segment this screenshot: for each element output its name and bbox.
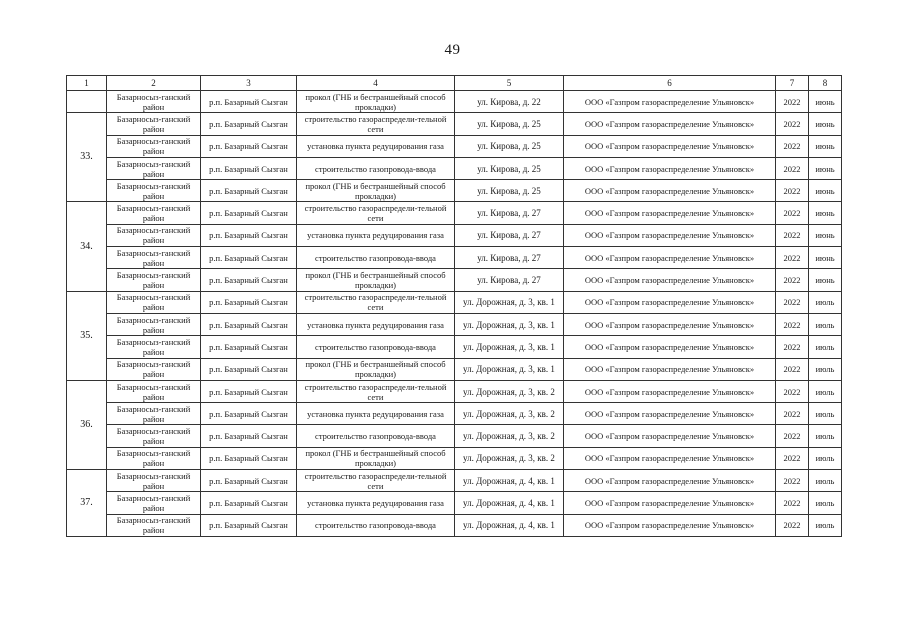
- district-cell: Базарносыз-ганский район: [107, 91, 201, 113]
- table-header-row: [67, 76, 842, 91]
- works-schedule-table: [66, 75, 842, 537]
- district-cell: Базарносыз-ганский район: [107, 269, 201, 291]
- contractor-cell: ООО «Газпром газораспределение Ульяновск»: [564, 135, 776, 157]
- month-cell: июнь: [809, 157, 842, 179]
- address-cell: ул. Дорожная, д. 4, кв. 1: [455, 470, 564, 492]
- settlement-cell: р.п. Базарный Сызган: [201, 514, 297, 536]
- district-cell: Базарносыз-ганский район: [107, 202, 201, 224]
- district-cell: Базарносыз-ганский район: [107, 470, 201, 492]
- contractor-cell: ООО «Газпром газораспределение Ульяновск»: [564, 313, 776, 335]
- table-row: [67, 202, 842, 224]
- work-type-cell: строительство газопровода-ввода: [297, 247, 455, 269]
- work-type-cell: прокол (ГНБ и бестраншейный способ прокладки): [297, 269, 455, 291]
- settlement-cell: р.п. Базарный Сызган: [201, 91, 297, 113]
- year-cell: 2022: [776, 447, 809, 469]
- item-number-cell: 37.: [67, 470, 107, 537]
- year-cell: 2022: [776, 113, 809, 135]
- item-number-cell: 33.: [67, 113, 107, 202]
- settlement-cell: р.п. Базарный Сызган: [201, 470, 297, 492]
- settlement-cell: р.п. Базарный Сызган: [201, 269, 297, 291]
- year-cell: 2022: [776, 514, 809, 536]
- table-row: [67, 269, 842, 291]
- address-cell: ул. Кирова, д. 22: [455, 91, 564, 113]
- contractor-cell: ООО «Газпром газораспределение Ульяновск»: [564, 291, 776, 313]
- month-cell: июнь: [809, 135, 842, 157]
- settlement-cell: р.п. Базарный Сызган: [201, 202, 297, 224]
- year-cell: 2022: [776, 492, 809, 514]
- address-cell: ул. Кирова, д. 25: [455, 135, 564, 157]
- month-cell: июль: [809, 380, 842, 402]
- contractor-cell: ООО «Газпром газораспределение Ульяновск»: [564, 425, 776, 447]
- district-cell: Базарносыз-ганский район: [107, 180, 201, 202]
- year-cell: 2022: [776, 135, 809, 157]
- district-cell: Базарносыз-ганский район: [107, 157, 201, 179]
- table-row: [67, 313, 842, 335]
- address-cell: ул. Кирова, д. 27: [455, 247, 564, 269]
- address-cell: ул. Дорожная, д. 3, кв. 1: [455, 358, 564, 380]
- table-row: [67, 247, 842, 269]
- settlement-cell: р.п. Базарный Сызган: [201, 425, 297, 447]
- settlement-cell: р.п. Базарный Сызган: [201, 358, 297, 380]
- district-cell: Базарносыз-ганский район: [107, 313, 201, 335]
- table-row: [67, 425, 842, 447]
- settlement-cell: р.п. Базарный Сызган: [201, 157, 297, 179]
- address-cell: ул. Кирова, д. 27: [455, 202, 564, 224]
- district-cell: Базарносыз-ганский район: [107, 358, 201, 380]
- table-row: [67, 447, 842, 469]
- contractor-cell: ООО «Газпром газораспределение Ульяновск»: [564, 514, 776, 536]
- table-row: [67, 224, 842, 246]
- contractor-cell: ООО «Газпром газораспределение Ульяновск»: [564, 180, 776, 202]
- month-cell: июль: [809, 336, 842, 358]
- table-row: [67, 157, 842, 179]
- month-cell: июль: [809, 514, 842, 536]
- contractor-cell: ООО «Газпром газораспределение Ульяновск»: [564, 380, 776, 402]
- month-cell: июль: [809, 403, 842, 425]
- district-cell: Базарносыз-ганский район: [107, 492, 201, 514]
- district-cell: Базарносыз-ганский район: [107, 447, 201, 469]
- month-cell: июнь: [809, 247, 842, 269]
- work-type-cell: строительство газораспредели-тельной сети: [297, 291, 455, 313]
- contractor-cell: ООО «Газпром газораспределение Ульяновск»: [564, 202, 776, 224]
- settlement-cell: р.п. Базарный Сызган: [201, 313, 297, 335]
- year-cell: 2022: [776, 313, 809, 335]
- settlement-cell: р.п. Базарный Сызган: [201, 247, 297, 269]
- work-type-cell: установка пункта редуцирования газа: [297, 492, 455, 514]
- contractor-cell: ООО «Газпром газораспределение Ульяновск»: [564, 91, 776, 113]
- year-cell: 2022: [776, 380, 809, 402]
- address-cell: ул. Дорожная, д. 3, кв. 2: [455, 425, 564, 447]
- item-number-cell: 35.: [67, 291, 107, 380]
- settlement-cell: р.п. Базарный Сызган: [201, 447, 297, 469]
- column-header: 4: [297, 76, 455, 91]
- year-cell: 2022: [776, 291, 809, 313]
- table-row: [67, 380, 842, 402]
- district-cell: Базарносыз-ганский район: [107, 514, 201, 536]
- month-cell: июль: [809, 470, 842, 492]
- settlement-cell: р.п. Базарный Сызган: [201, 492, 297, 514]
- table-row: [67, 135, 842, 157]
- column-header: 1: [67, 76, 107, 91]
- column-header: 5: [455, 76, 564, 91]
- district-cell: Базарносыз-ганский район: [107, 224, 201, 246]
- work-type-cell: прокол (ГНБ и бестраншейный способ прокладки): [297, 91, 455, 113]
- item-number-cell: 34.: [67, 202, 107, 291]
- month-cell: июль: [809, 425, 842, 447]
- work-type-cell: строительство газораспредели-тельной сети: [297, 380, 455, 402]
- address-cell: ул. Дорожная, д. 3, кв. 1: [455, 291, 564, 313]
- work-type-cell: строительство газопровода-ввода: [297, 336, 455, 358]
- work-type-cell: прокол (ГНБ и бестраншейный способ прокладки): [297, 358, 455, 380]
- month-cell: июль: [809, 447, 842, 469]
- address-cell: ул. Дорожная, д. 4, кв. 1: [455, 514, 564, 536]
- district-cell: Базарносыз-ганский район: [107, 113, 201, 135]
- year-cell: 2022: [776, 91, 809, 113]
- table-body: [67, 91, 842, 537]
- work-type-cell: строительство газопровода-ввода: [297, 425, 455, 447]
- table-row: [67, 358, 842, 380]
- month-cell: июль: [809, 313, 842, 335]
- address-cell: ул. Дорожная, д. 3, кв. 2: [455, 380, 564, 402]
- table-row: [67, 403, 842, 425]
- address-cell: ул. Дорожная, д. 3, кв. 2: [455, 403, 564, 425]
- district-cell: Базарносыз-ганский район: [107, 291, 201, 313]
- settlement-cell: р.п. Базарный Сызган: [201, 113, 297, 135]
- district-cell: Базарносыз-ганский район: [107, 135, 201, 157]
- address-cell: ул. Кирова, д. 25: [455, 180, 564, 202]
- contractor-cell: ООО «Газпром газораспределение Ульяновск»: [564, 470, 776, 492]
- month-cell: июль: [809, 358, 842, 380]
- year-cell: 2022: [776, 269, 809, 291]
- settlement-cell: р.п. Базарный Сызган: [201, 403, 297, 425]
- table-row: [67, 91, 842, 113]
- year-cell: 2022: [776, 180, 809, 202]
- work-type-cell: установка пункта редуцирования газа: [297, 313, 455, 335]
- year-cell: 2022: [776, 202, 809, 224]
- address-cell: ул. Кирова, д. 27: [455, 269, 564, 291]
- contractor-cell: ООО «Газпром газораспределение Ульяновск»: [564, 113, 776, 135]
- work-type-cell: прокол (ГНБ и бестраншейный способ прокладки): [297, 447, 455, 469]
- month-cell: июнь: [809, 202, 842, 224]
- contractor-cell: ООО «Газпром газораспределение Ульяновск»: [564, 447, 776, 469]
- address-cell: ул. Кирова, д. 25: [455, 157, 564, 179]
- year-cell: 2022: [776, 470, 809, 492]
- contractor-cell: ООО «Газпром газораспределение Ульяновск»: [564, 247, 776, 269]
- contractor-cell: ООО «Газпром газораспределение Ульяновск»: [564, 269, 776, 291]
- contractor-cell: ООО «Газпром газораспределение Ульяновск»: [564, 157, 776, 179]
- year-cell: 2022: [776, 224, 809, 246]
- address-cell: ул. Дорожная, д. 3, кв. 1: [455, 313, 564, 335]
- address-cell: ул. Дорожная, д. 3, кв. 1: [455, 336, 564, 358]
- work-type-cell: установка пункта редуцирования газа: [297, 224, 455, 246]
- contractor-cell: ООО «Газпром газораспределение Ульяновск»: [564, 358, 776, 380]
- item-number-cell: 36.: [67, 380, 107, 469]
- column-header: 2: [107, 76, 201, 91]
- month-cell: июль: [809, 291, 842, 313]
- item-number-cell: [67, 91, 107, 113]
- page-number: 49: [444, 42, 461, 58]
- year-cell: 2022: [776, 403, 809, 425]
- address-cell: ул. Кирова, д. 27: [455, 224, 564, 246]
- district-cell: Базарносыз-ганский район: [107, 380, 201, 402]
- year-cell: 2022: [776, 425, 809, 447]
- table-row: [67, 470, 842, 492]
- address-cell: ул. Кирова, д. 25: [455, 113, 564, 135]
- year-cell: 2022: [776, 336, 809, 358]
- month-cell: июнь: [809, 180, 842, 202]
- work-type-cell: строительство газораспредели-тельной сети: [297, 470, 455, 492]
- year-cell: 2022: [776, 247, 809, 269]
- settlement-cell: р.п. Базарный Сызган: [201, 336, 297, 358]
- year-cell: 2022: [776, 157, 809, 179]
- settlement-cell: р.п. Базарный Сызган: [201, 291, 297, 313]
- table-row: [67, 336, 842, 358]
- work-type-cell: строительство газораспредели-тельной сети: [297, 202, 455, 224]
- table-row: [67, 514, 842, 536]
- table-row: [67, 180, 842, 202]
- column-header: 8: [809, 76, 842, 91]
- work-type-cell: установка пункта редуцирования газа: [297, 403, 455, 425]
- month-cell: июнь: [809, 224, 842, 246]
- contractor-cell: ООО «Газпром газораспределение Ульяновск»: [564, 403, 776, 425]
- work-type-cell: строительство газопровода-ввода: [297, 514, 455, 536]
- column-header: 6: [564, 76, 776, 91]
- month-cell: июль: [809, 492, 842, 514]
- month-cell: июнь: [809, 91, 842, 113]
- table-row: [67, 291, 842, 313]
- month-cell: июнь: [809, 113, 842, 135]
- address-cell: ул. Дорожная, д. 4, кв. 1: [455, 492, 564, 514]
- settlement-cell: р.п. Базарный Сызган: [201, 135, 297, 157]
- district-cell: Базарносыз-ганский район: [107, 403, 201, 425]
- district-cell: Базарносыз-ганский район: [107, 425, 201, 447]
- year-cell: 2022: [776, 358, 809, 380]
- settlement-cell: р.п. Базарный Сызган: [201, 180, 297, 202]
- contractor-cell: ООО «Газпром газораспределение Ульяновск»: [564, 336, 776, 358]
- contractor-cell: ООО «Газпром газораспределение Ульяновск»: [564, 492, 776, 514]
- district-cell: Базарносыз-ганский район: [107, 247, 201, 269]
- month-cell: июнь: [809, 269, 842, 291]
- table-row: [67, 492, 842, 514]
- column-header: 7: [776, 76, 809, 91]
- column-header: 3: [201, 76, 297, 91]
- table-row: [67, 113, 842, 135]
- work-type-cell: строительство газораспредели-тельной сети: [297, 113, 455, 135]
- address-cell: ул. Дорожная, д. 3, кв. 2: [455, 447, 564, 469]
- contractor-cell: ООО «Газпром газораспределение Ульяновск»: [564, 224, 776, 246]
- district-cell: Базарносыз-ганский район: [107, 336, 201, 358]
- settlement-cell: р.п. Базарный Сызган: [201, 380, 297, 402]
- work-type-cell: строительство газопровода-ввода: [297, 157, 455, 179]
- work-type-cell: установка пункта редуцирования газа: [297, 135, 455, 157]
- work-type-cell: прокол (ГНБ и бестраншейный способ прокладки): [297, 180, 455, 202]
- settlement-cell: р.п. Базарный Сызган: [201, 224, 297, 246]
